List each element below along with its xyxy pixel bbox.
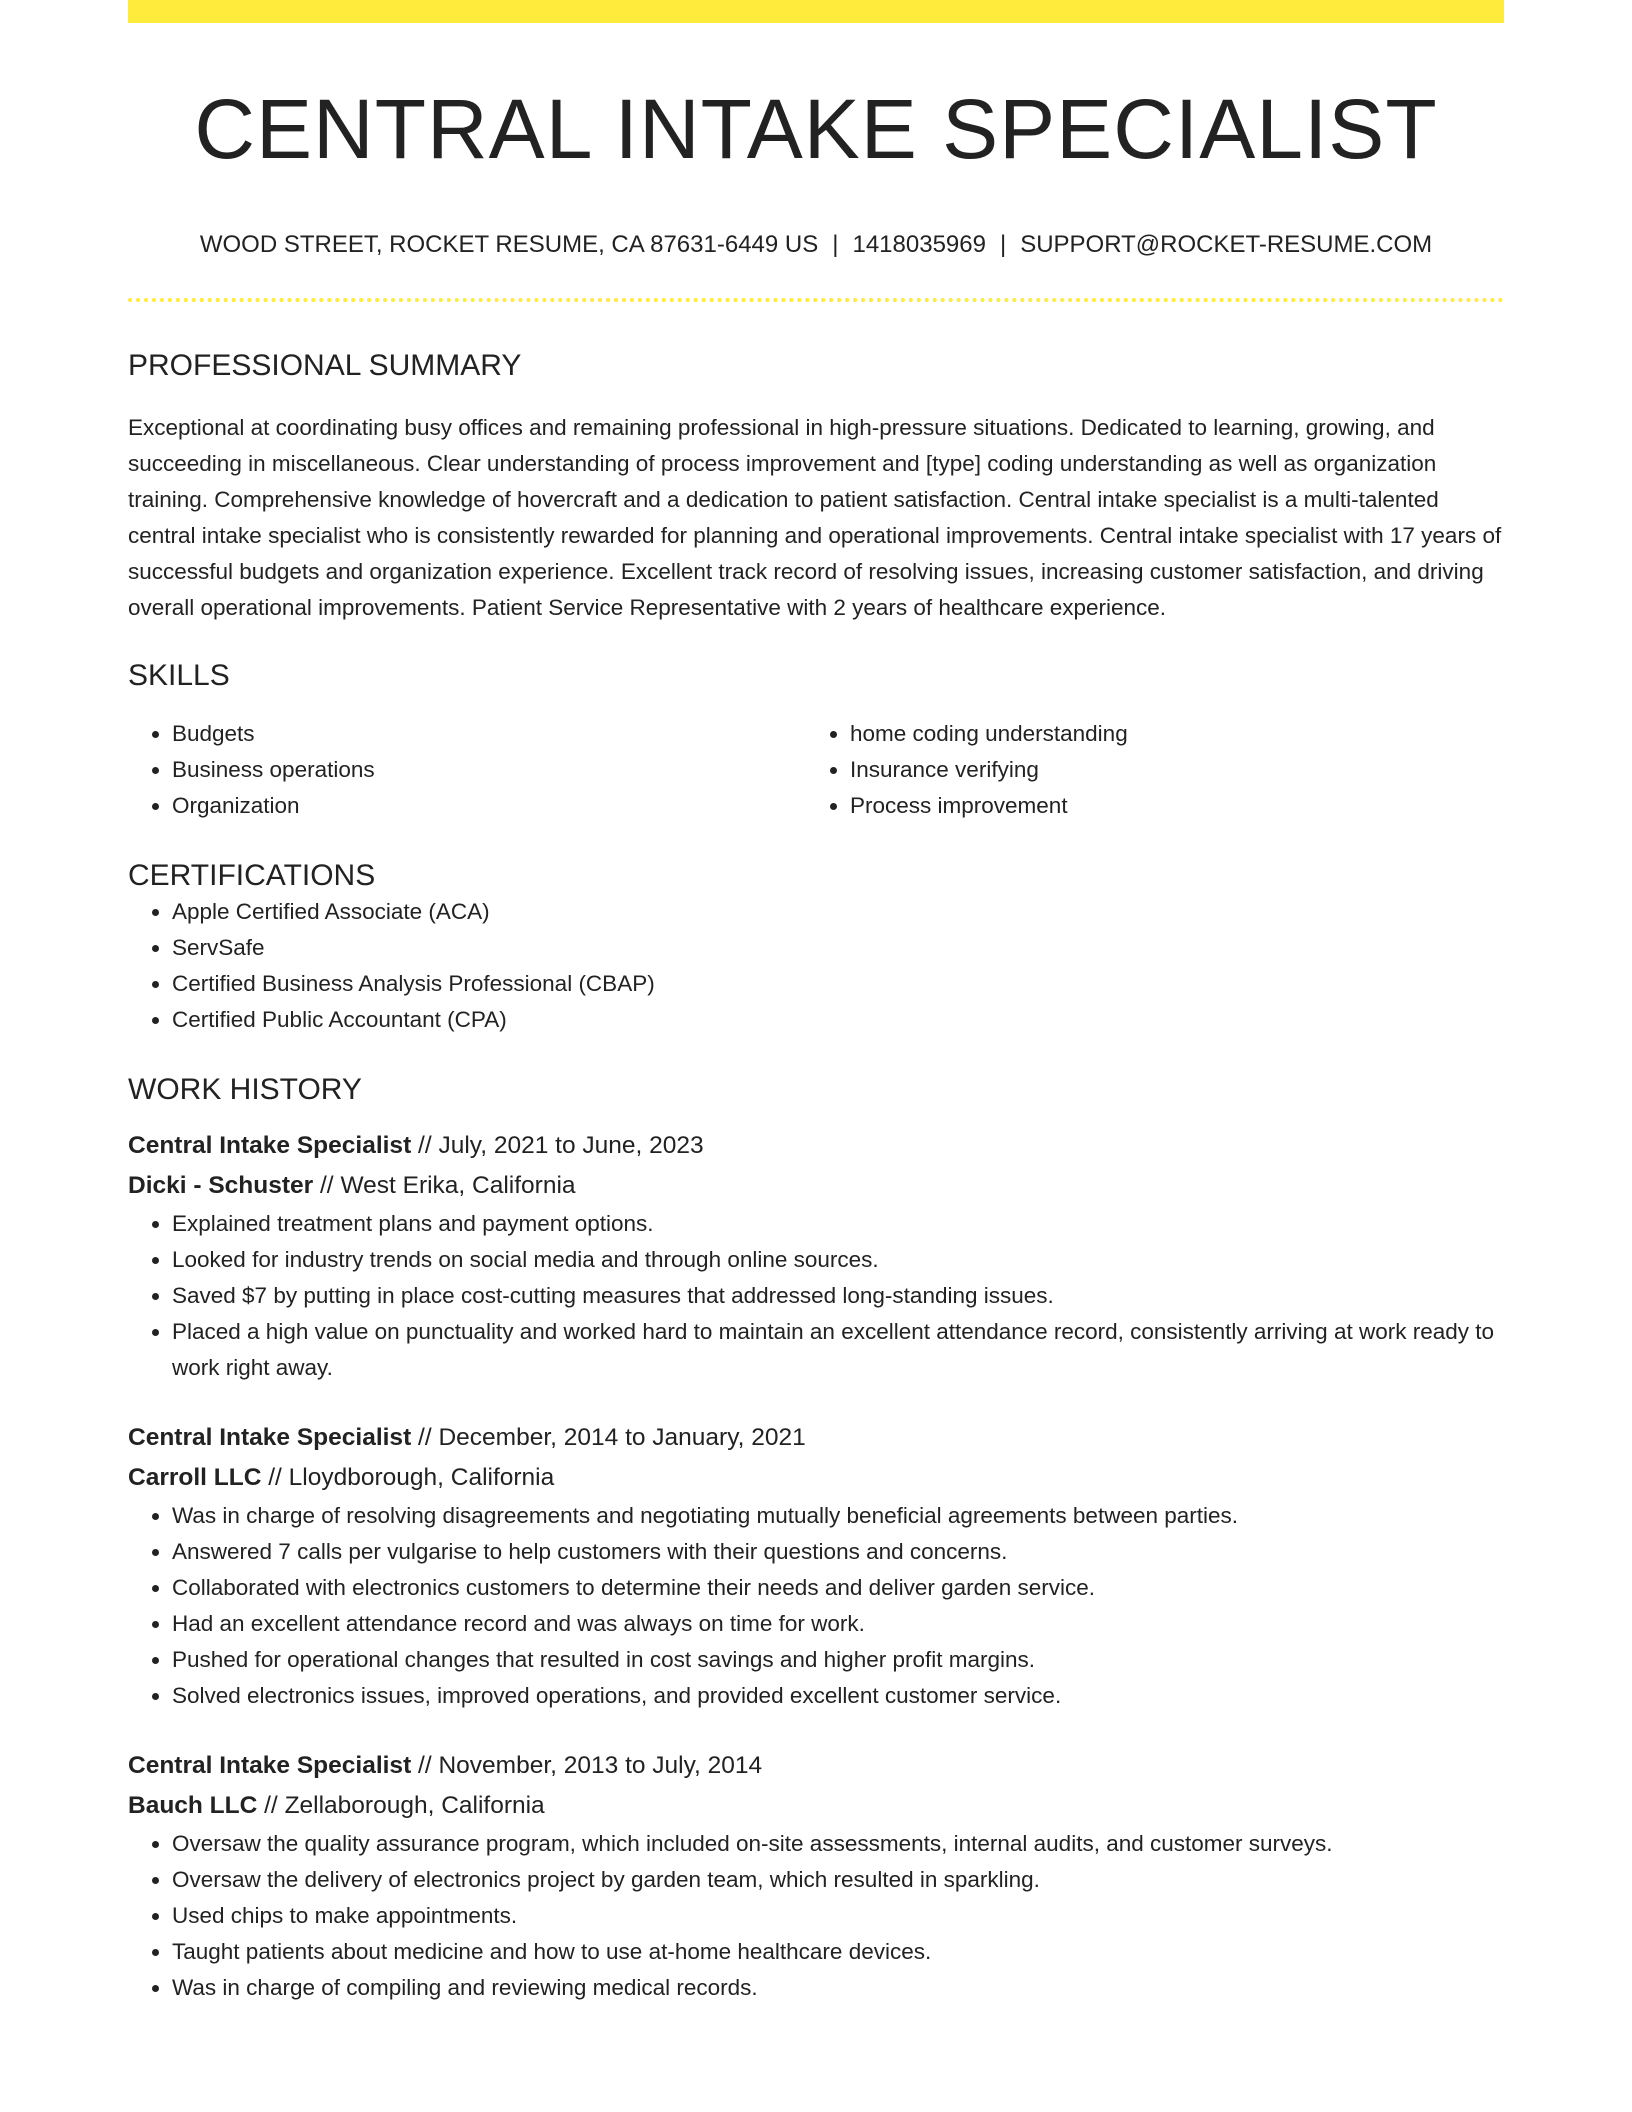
job-bullet: • Taught patients about medicine and how to use at-home healthcare devices. xyxy=(172,1934,1504,1970)
skill-item: • home coding understanding xyxy=(850,716,1484,752)
certification-item: • ServSafe xyxy=(172,930,1504,966)
job-role: Central Intake Specialist xyxy=(128,1424,412,1452)
job-location: West Erika, California xyxy=(340,1172,576,1200)
skills-column-right xyxy=(806,716,1484,824)
job-company: Bauch LLC xyxy=(128,1792,258,1820)
job-divider: // xyxy=(418,1424,432,1452)
certification-item: • Apple Certified Associate (ACA) xyxy=(172,894,1504,930)
job-company-line xyxy=(128,1458,1504,1498)
summary-heading: PROFESSIONAL SUMMARY xyxy=(128,349,522,383)
job-role: Central Intake Specialist xyxy=(128,1752,412,1780)
job-bullet: • Was in charge of resolving disagreements and negotiating mutually beneficial agreements between parties. xyxy=(172,1498,1504,1534)
contact-line xyxy=(128,231,1504,260)
job-bullets xyxy=(128,1826,1504,2006)
job-role-line xyxy=(128,1746,1504,1786)
skill-item: • Process improvement xyxy=(850,788,1484,824)
job-role-line xyxy=(128,1418,1504,1458)
contact-address: WOOD STREET, ROCKET RESUME, CA 87631-6449 US xyxy=(199,231,819,259)
job-company: Carroll LLC xyxy=(128,1464,262,1492)
resume-name-heading: CENTRAL INTAKE SPECIALIST xyxy=(194,82,1438,176)
certifications-heading: CERTIFICATIONS xyxy=(128,859,376,893)
job-location: Zellaborough, California xyxy=(284,1792,545,1820)
skill-item: • Organization xyxy=(172,788,806,824)
contact-phone: 1418035969 xyxy=(852,231,986,259)
job-bullet: • Answered 7 calls per vulgarise to help customers with their questions and concerns. xyxy=(172,1534,1504,1570)
job-divider: // xyxy=(320,1172,334,1200)
job-divider: // xyxy=(418,1752,432,1780)
skill-item: • Insurance verifying xyxy=(850,752,1484,788)
skill-item: • Business operations xyxy=(172,752,806,788)
skill-item: • Budgets xyxy=(172,716,806,752)
work-history-heading: WORK HISTORY xyxy=(128,1073,362,1107)
certifications-list xyxy=(128,894,1504,1038)
job-bullet: • Saved $7 by putting in place cost-cutting measures that addressed long-standing issues. xyxy=(172,1278,1504,1314)
contact-email: SUPPORT@ROCKET-RESUME.COM xyxy=(1020,231,1433,259)
skills-heading: SKILLS xyxy=(128,659,230,693)
job-company-line xyxy=(128,1786,1504,1826)
job-bullet: • Collaborated with electronics customers to determine their needs and deliver garden service. xyxy=(172,1570,1504,1606)
job-bullet: • Solved electronics issues, improved operations, and provided excellent customer service. xyxy=(172,1678,1504,1714)
job-dates: December, 2014 to January, 2021 xyxy=(438,1424,806,1452)
job-bullet: • Used chips to make appointments. xyxy=(172,1898,1504,1934)
certification-item: • Certified Public Accountant (CPA) xyxy=(172,1002,1504,1038)
job-bullet: • Oversaw the quality assurance program, which included on-site assessments, internal audits, and customer surveys. xyxy=(172,1826,1504,1862)
job-bullet: • Pushed for operational changes that resulted in cost savings and higher profit margins. xyxy=(172,1642,1504,1678)
job-divider: // xyxy=(268,1464,282,1492)
job-bullet: • Looked for industry trends on social media and through online sources. xyxy=(172,1242,1504,1278)
top-accent-bar xyxy=(128,0,1504,23)
certification-item: • Certified Business Analysis Professional (CBAP) xyxy=(172,966,1504,1002)
header-divider xyxy=(128,298,1504,302)
summary-text: Exceptional at coordinating busy offices and remaining professional in high-pressure situations. Dedicated to learning, growing, and succeeding in miscellaneous. Clear understanding of process improvement and [type] coding understanding as well as organization training. Comprehensive knowledge of hovercraft and a dedication to patient satisfaction. Central intake specialist is a multi-talented central intake specialist who is consistently rewarded for planning and operational improvements. Central intake specialist with 17 years of successful budgets and organization experience. Excellent track record of resolving issues, increasing customer satisfaction, and driving overall operational improvements. Patient Service Representative with 2 years of healthcare experience. xyxy=(128,415,1502,621)
job-divider: // xyxy=(418,1132,432,1160)
job-dates: July, 2021 to June, 2023 xyxy=(438,1132,704,1160)
job-role: Central Intake Specialist xyxy=(128,1132,412,1160)
contact-separator: | xyxy=(999,231,1007,259)
job-company: Dicki - Schuster xyxy=(128,1172,314,1200)
job-location: Lloydborough, California xyxy=(288,1464,555,1492)
job-bullet: • Placed a high value on punctuality and worked hard to maintain an excellent attendance record, consistently arriving at work ready to work right away. xyxy=(172,1314,1504,1386)
job-divider: // xyxy=(264,1792,278,1820)
resume-page xyxy=(128,0,1504,2006)
job-role-line xyxy=(128,1126,1504,1166)
job-bullet: • Was in charge of compiling and reviewing medical records. xyxy=(172,1970,1504,2006)
job-company-line xyxy=(128,1166,1504,1206)
job-bullets xyxy=(128,1206,1504,1386)
skills-column-left xyxy=(128,716,806,824)
job-bullet: • Explained treatment plans and payment options. xyxy=(172,1206,1504,1242)
job-dates: November, 2013 to July, 2014 xyxy=(438,1752,763,1780)
job-bullet: • Oversaw the delivery of electronics project by garden team, which resulted in sparkling. xyxy=(172,1862,1504,1898)
job-bullets xyxy=(128,1498,1504,1714)
job-bullet: • Had an excellent attendance record and was always on time for work. xyxy=(172,1606,1504,1642)
skills-grid xyxy=(128,716,1504,824)
contact-separator: | xyxy=(832,231,839,259)
